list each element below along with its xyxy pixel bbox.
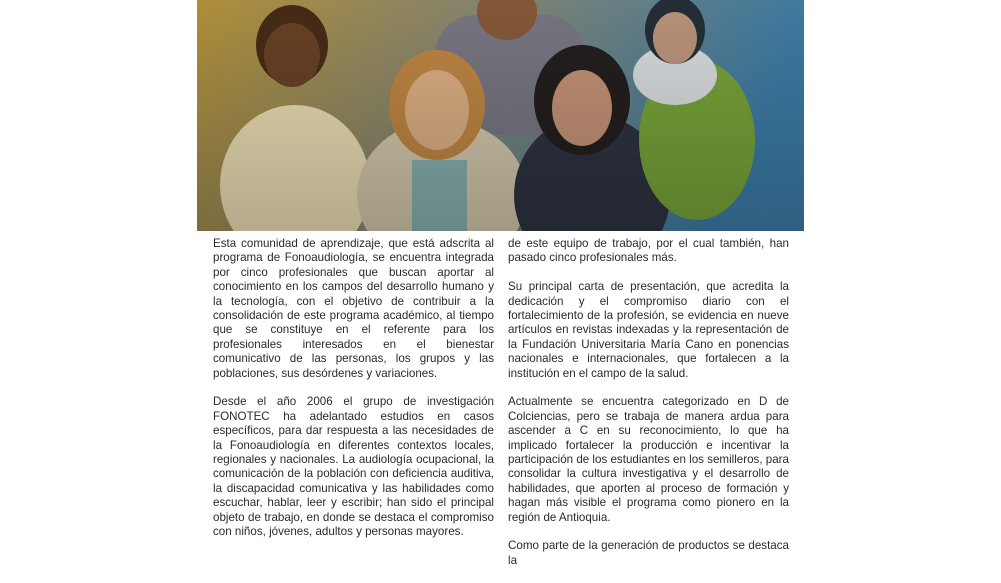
paragraph-continuation: de este equipo de trabajo, por el cual también, han pasado cinco profesionales más.: [508, 237, 789, 265]
group-photo: [197, 0, 804, 231]
paragraph-products: Como parte de la generación de productos se destaca la: [508, 539, 789, 567]
article-column-right: [508, 237, 789, 583]
paragraph-history: Desde el año 2006 el grupo de investigación FONOTEC ha adelantado estudios en casos específicos, para dar respuesta a las necesidades de la Fonoaudiología en diferentes contextos locales, regionales y nacionales. La audiología ocupacional, la comunicación de la población con deficiencia auditiva, la discapacidad comunicativa y las habilidades como escuchar, hablar, leer y escribir; han sido el principal objeto de trabajo, en donde se destaca el compromiso con niños, jóvenes, adultos y personas mayores.: [213, 395, 494, 539]
group-photo-image: [197, 0, 804, 231]
paragraph-credentials: Su principal carta de presentación, que acredita la dedicación y el compromiso diario con el fortalecimiento de la profesión, se evidencia en nueve artículos en revistas indexadas y la representación de la Fundación Universitaria María Cano en ponencias nacionales e internacionales, que fortalecen a la institución en el campo de la salud.: [508, 280, 789, 380]
paragraph-intro: Esta comunidad de aprendizaje, que está adscrita al programa de Fonoaudiología, se encuentra integrada por cinco profesionales que buscan aportar al conocimiento en los campos del desarrollo humano y la tecnología, con el objetivo de contribuir a la consolidación de este programa académico, al tiempo que se constituye en el referente para los profesionales interesados en el bienestar comunicativo de las personas, los grupos y las poblaciones, sus desórdenes y variaciones.: [213, 237, 494, 380]
paragraph-category: Actualmente se encuentra categorizado en D de Colciencias, pero se trabaja de manera ardua para ascender a C en su reconocimiento, lo que ha implicado fortalecer la producción e incentivar la participación de los estudiantes en los semilleros, para consolidar la cultura investigativa y el desarrollo de habilidades, que aporten al proceso de formación y hagan más visible el programa como pionero en la región de Antioquia.: [508, 395, 789, 524]
article-column-left: [213, 237, 494, 554]
